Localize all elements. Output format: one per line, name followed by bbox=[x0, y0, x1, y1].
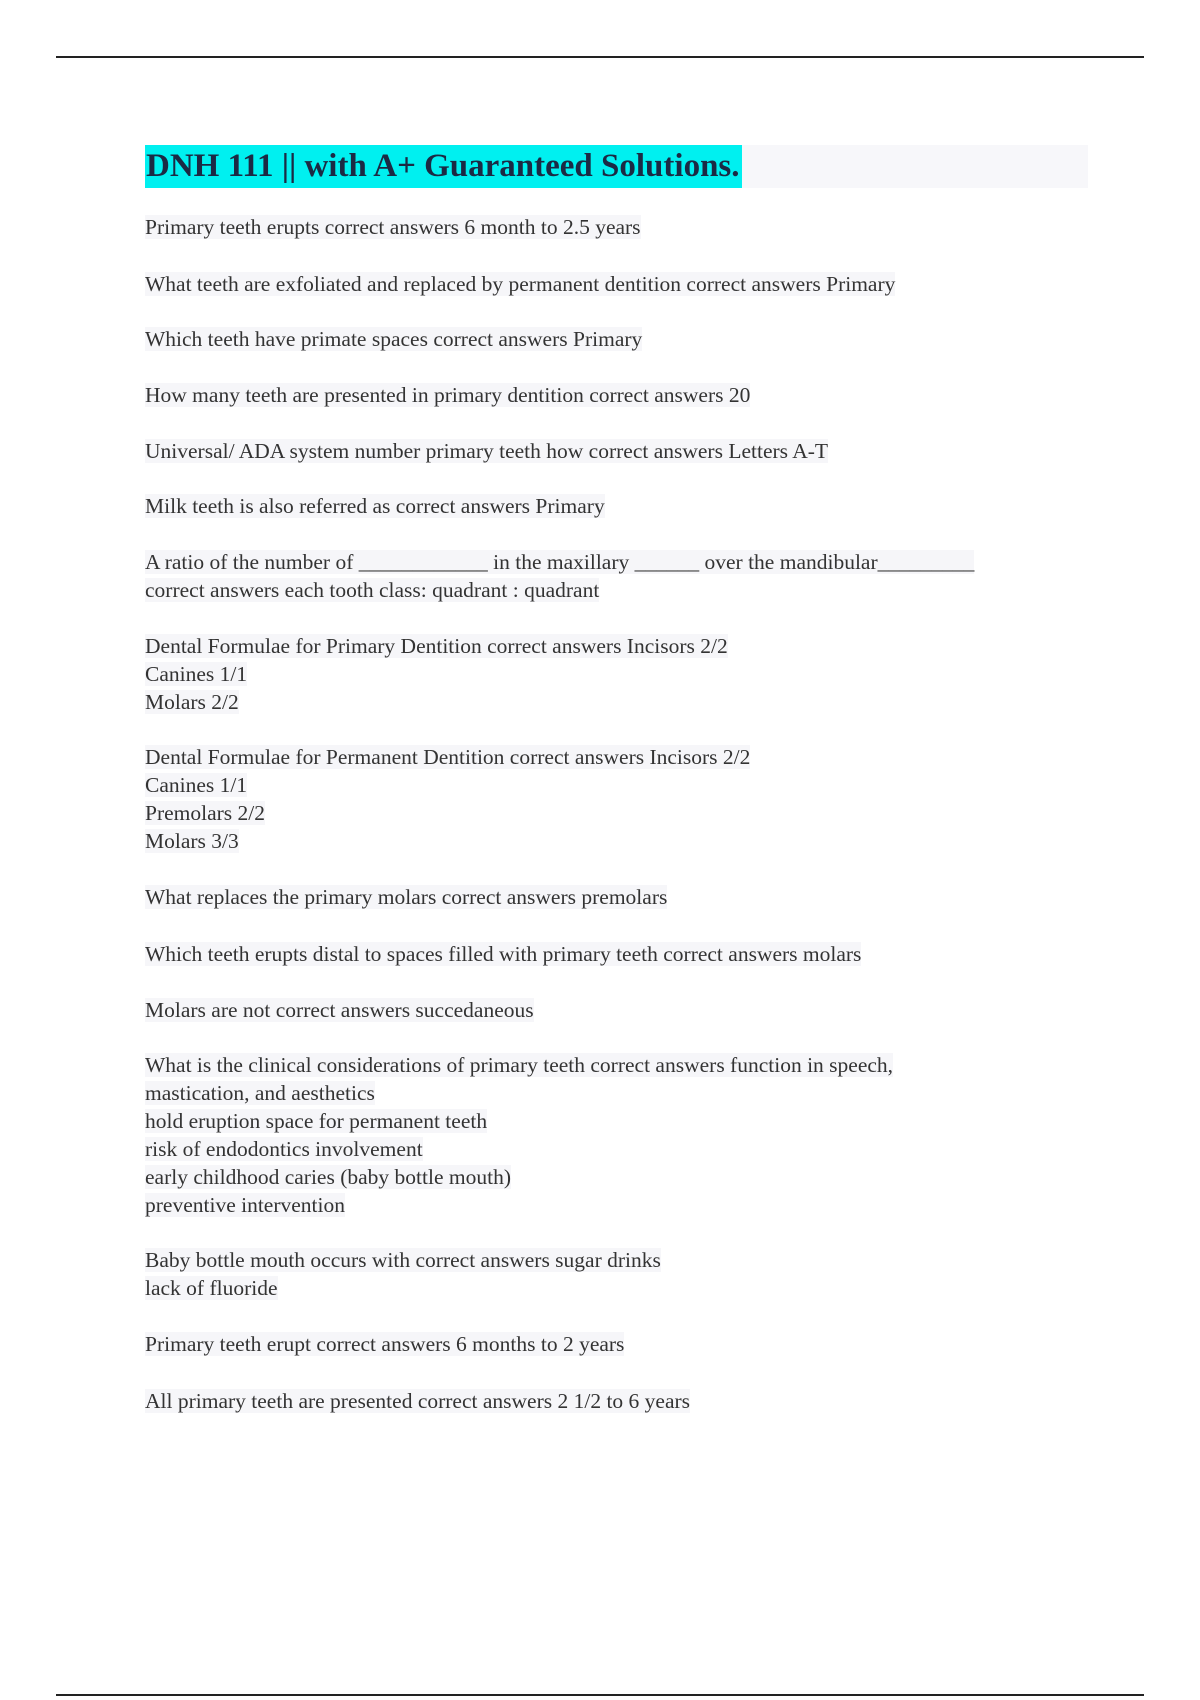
qa-line bbox=[145, 270, 1105, 298]
qa-line bbox=[145, 1246, 1105, 1274]
qa-line-text: Primary teeth erupts correct answers 6 month to 2.5 years bbox=[145, 215, 641, 239]
qa-line bbox=[145, 1191, 1105, 1219]
qa-line-text: All primary teeth are presented correct answers 2 1/2 to 6 years bbox=[145, 1389, 691, 1413]
qa-item bbox=[145, 213, 1105, 241]
qa-line-text: A ratio of the number of ____________ in the maxillary ______ over the mandibular_________ bbox=[145, 550, 975, 574]
qa-line bbox=[145, 771, 1105, 799]
qa-line-text: What teeth are exfoliated and replaced by permanent dentition correct answers Primary bbox=[145, 272, 896, 296]
qa-line bbox=[145, 660, 1105, 688]
footer-rule bbox=[56, 1694, 1144, 1696]
title-row bbox=[145, 145, 1088, 188]
qa-line bbox=[145, 688, 1105, 716]
document-title: DNH 111 || with A+ Guaranteed Solutions. bbox=[145, 145, 742, 188]
qa-line-text: What is the clinical considerations of primary teeth correct answers function in speech, bbox=[145, 1053, 894, 1077]
header-rule bbox=[56, 56, 1144, 58]
qa-line bbox=[145, 632, 1105, 660]
qa-line-text: Molars 2/2 bbox=[145, 690, 239, 714]
qa-line bbox=[145, 325, 1105, 353]
qa-line bbox=[145, 1107, 1105, 1135]
qa-line bbox=[145, 492, 1105, 520]
qa-line bbox=[145, 1163, 1105, 1191]
qa-line-text: mastication, and aesthetics bbox=[145, 1081, 375, 1105]
qa-line-text: What replaces the primary molars correct answers premolars bbox=[145, 885, 668, 909]
qa-list bbox=[145, 213, 1105, 1415]
qa-item bbox=[145, 743, 1105, 855]
qa-line bbox=[145, 1330, 1105, 1358]
qa-item bbox=[145, 883, 1105, 911]
qa-line bbox=[145, 1135, 1105, 1163]
qa-line-text: preventive intervention bbox=[145, 1193, 345, 1217]
qa-line bbox=[145, 883, 1105, 911]
qa-line bbox=[145, 381, 1105, 409]
qa-item bbox=[145, 381, 1105, 409]
qa-line bbox=[145, 548, 1105, 576]
qa-line-text: Primary teeth erupt correct answers 6 months to 2 years bbox=[145, 1332, 625, 1356]
qa-line-text: Baby bottle mouth occurs with correct answers sugar drinks bbox=[145, 1248, 661, 1272]
qa-item bbox=[145, 940, 1105, 968]
qa-line-text: How many teeth are presented in primary dentition correct answers 20 bbox=[145, 383, 751, 407]
qa-line bbox=[145, 576, 1105, 604]
qa-line-text: Molars are not correct answers succedaneous bbox=[145, 998, 534, 1022]
qa-item bbox=[145, 270, 1105, 298]
qa-line-text: Canines 1/1 bbox=[145, 662, 248, 686]
qa-line-text: Dental Formulae for Primary Dentition correct answers Incisors 2/2 bbox=[145, 634, 728, 658]
qa-item bbox=[145, 632, 1105, 716]
qa-item bbox=[145, 1330, 1105, 1358]
qa-line bbox=[145, 743, 1105, 771]
qa-line-text: hold eruption space for permanent teeth bbox=[145, 1109, 488, 1133]
qa-line bbox=[145, 799, 1105, 827]
qa-line-text: early childhood caries (baby bottle mouth) bbox=[145, 1165, 511, 1189]
qa-line-text: Canines 1/1 bbox=[145, 773, 248, 797]
qa-item bbox=[145, 1051, 1105, 1219]
qa-item bbox=[145, 548, 1105, 604]
qa-line-text: lack of fluoride bbox=[145, 1276, 278, 1300]
qa-item bbox=[145, 437, 1105, 465]
qa-line bbox=[145, 1387, 1105, 1415]
qa-line bbox=[145, 996, 1105, 1024]
qa-line bbox=[145, 437, 1105, 465]
qa-line-text: Which teeth have primate spaces correct answers Primary bbox=[145, 327, 643, 351]
qa-line-text: Molars 3/3 bbox=[145, 829, 239, 853]
qa-line-text: Premolars 2/2 bbox=[145, 801, 266, 825]
qa-item bbox=[145, 1246, 1105, 1302]
qa-line-text: Milk teeth is also referred as correct answers Primary bbox=[145, 494, 605, 518]
qa-line-text: Which teeth erupts distal to spaces filled with primary teeth correct answers molars bbox=[145, 942, 862, 966]
qa-line bbox=[145, 1079, 1105, 1107]
qa-line bbox=[145, 1274, 1105, 1302]
qa-line bbox=[145, 213, 1105, 241]
qa-item bbox=[145, 325, 1105, 353]
qa-item bbox=[145, 492, 1105, 520]
qa-line bbox=[145, 940, 1105, 968]
qa-line-text: Universal/ ADA system number primary teeth how correct answers Letters A-T bbox=[145, 439, 829, 463]
qa-line-text: correct answers each tooth class: quadrant : quadrant bbox=[145, 578, 600, 602]
qa-item bbox=[145, 996, 1105, 1024]
qa-line-text: Dental Formulae for Permanent Dentition correct answers Incisors 2/2 bbox=[145, 745, 751, 769]
qa-line-text: risk of endodontics involvement bbox=[145, 1137, 423, 1161]
qa-item bbox=[145, 1387, 1105, 1415]
qa-line bbox=[145, 827, 1105, 855]
qa-line bbox=[145, 1051, 1105, 1079]
